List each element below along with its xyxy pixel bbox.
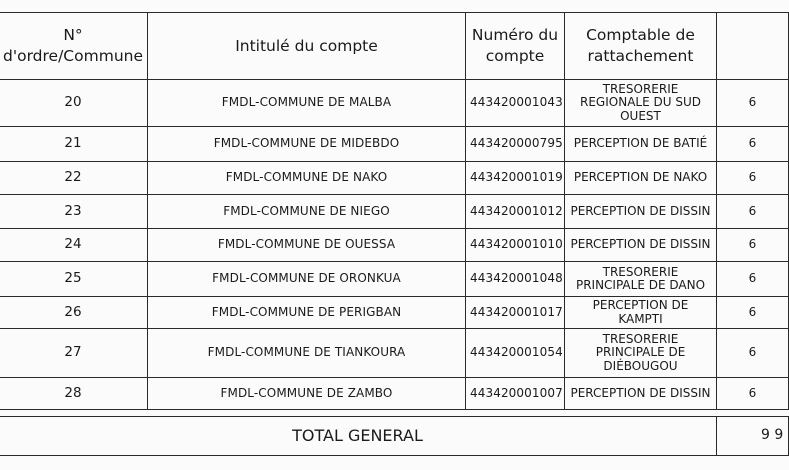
row-intitule: FMDL-COMMUNE DE OUESSA — [148, 229, 466, 262]
row-numero: 443420001010 — [466, 229, 565, 262]
row-last: 6 — [717, 262, 789, 297]
row-intitule: FMDL-COMMUNE DE PERIGBAN — [148, 297, 466, 329]
header-ordre: N° d'ordre/Commune — [0, 13, 148, 80]
table-row — [0, 229, 789, 262]
header-row — [0, 13, 789, 80]
row-intitule: FMDL-COMMUNE DE TIANKOURA — [148, 329, 466, 378]
row-numero: 443420001043 — [466, 80, 565, 127]
row-intitule: FMDL-COMMUNE DE MIDEBDO — [148, 127, 466, 162]
row-ordre: 27 — [0, 329, 148, 378]
row-intitule: FMDL-COMMUNE DE ORONKUA — [148, 262, 466, 297]
row-ordre: 21 — [0, 127, 148, 162]
row-numero: 443420000795 — [466, 127, 565, 162]
row-last: 6 — [717, 127, 789, 162]
row-last: 6 — [717, 297, 789, 329]
row-comptable: TRESORERIE PRINCIPALE DE DANO — [565, 262, 717, 297]
row-ordre: 28 — [0, 378, 148, 410]
table-row — [0, 378, 789, 410]
row-comptable: TRESORERIE PRINCIPALE DE DIÉBOUGOU — [565, 329, 717, 378]
header-comptable: Comptable de rattachement — [565, 13, 717, 80]
row-intitule: FMDL-COMMUNE DE ZAMBO — [148, 378, 466, 410]
table-row — [0, 262, 789, 297]
row-intitule: FMDL-COMMUNE DE NIEGO — [148, 195, 466, 229]
row-last: 6 — [717, 229, 789, 262]
table-row — [0, 162, 789, 195]
accounts-table — [0, 12, 789, 456]
total-label: TOTAL GENERAL — [0, 417, 717, 456]
total-row — [0, 417, 789, 456]
total-value: 9 9 — [717, 417, 789, 456]
header-intitule: Intitulé du compte — [148, 13, 466, 80]
row-numero: 443420001048 — [466, 262, 565, 297]
row-ordre: 20 — [0, 80, 148, 127]
row-numero: 443420001007 — [466, 378, 565, 410]
row-ordre: 26 — [0, 297, 148, 329]
header-numero: Numéro du compte — [466, 13, 565, 80]
row-ordre: 25 — [0, 262, 148, 297]
row-comptable: PERCEPTION DE NAKO — [565, 162, 717, 195]
row-comptable: PERCEPTION DE DISSIN — [565, 378, 717, 410]
table-row — [0, 297, 789, 329]
row-numero: 443420001012 — [466, 195, 565, 229]
row-numero: 443420001019 — [466, 162, 565, 195]
row-intitule: FMDL-COMMUNE DE MALBA — [148, 80, 466, 127]
spacer-row — [0, 410, 789, 417]
row-ordre: 24 — [0, 229, 148, 262]
row-last: 6 — [717, 195, 789, 229]
row-comptable: PERCEPTION DE KAMPTI — [565, 297, 717, 329]
row-numero: 443420001017 — [466, 297, 565, 329]
row-last: 6 — [717, 80, 789, 127]
table-row — [0, 127, 789, 162]
row-last: 6 — [717, 162, 789, 195]
row-ordre: 23 — [0, 195, 148, 229]
row-last: 6 — [717, 329, 789, 378]
table-row — [0, 329, 789, 378]
row-comptable: PERCEPTION DE DISSIN — [565, 195, 717, 229]
row-last: 6 — [717, 378, 789, 410]
table-row — [0, 80, 789, 127]
row-comptable: TRESORERIE REGIONALE DU SUD OUEST — [565, 80, 717, 127]
row-numero: 443420001054 — [466, 329, 565, 378]
header-last — [717, 13, 789, 80]
table-row — [0, 195, 789, 229]
row-ordre: 22 — [0, 162, 148, 195]
spacer-cell — [0, 410, 789, 417]
row-comptable: PERCEPTION DE BATIÉ — [565, 127, 717, 162]
row-intitule: FMDL-COMMUNE DE NAKO — [148, 162, 466, 195]
row-comptable: PERCEPTION DE DISSIN — [565, 229, 717, 262]
